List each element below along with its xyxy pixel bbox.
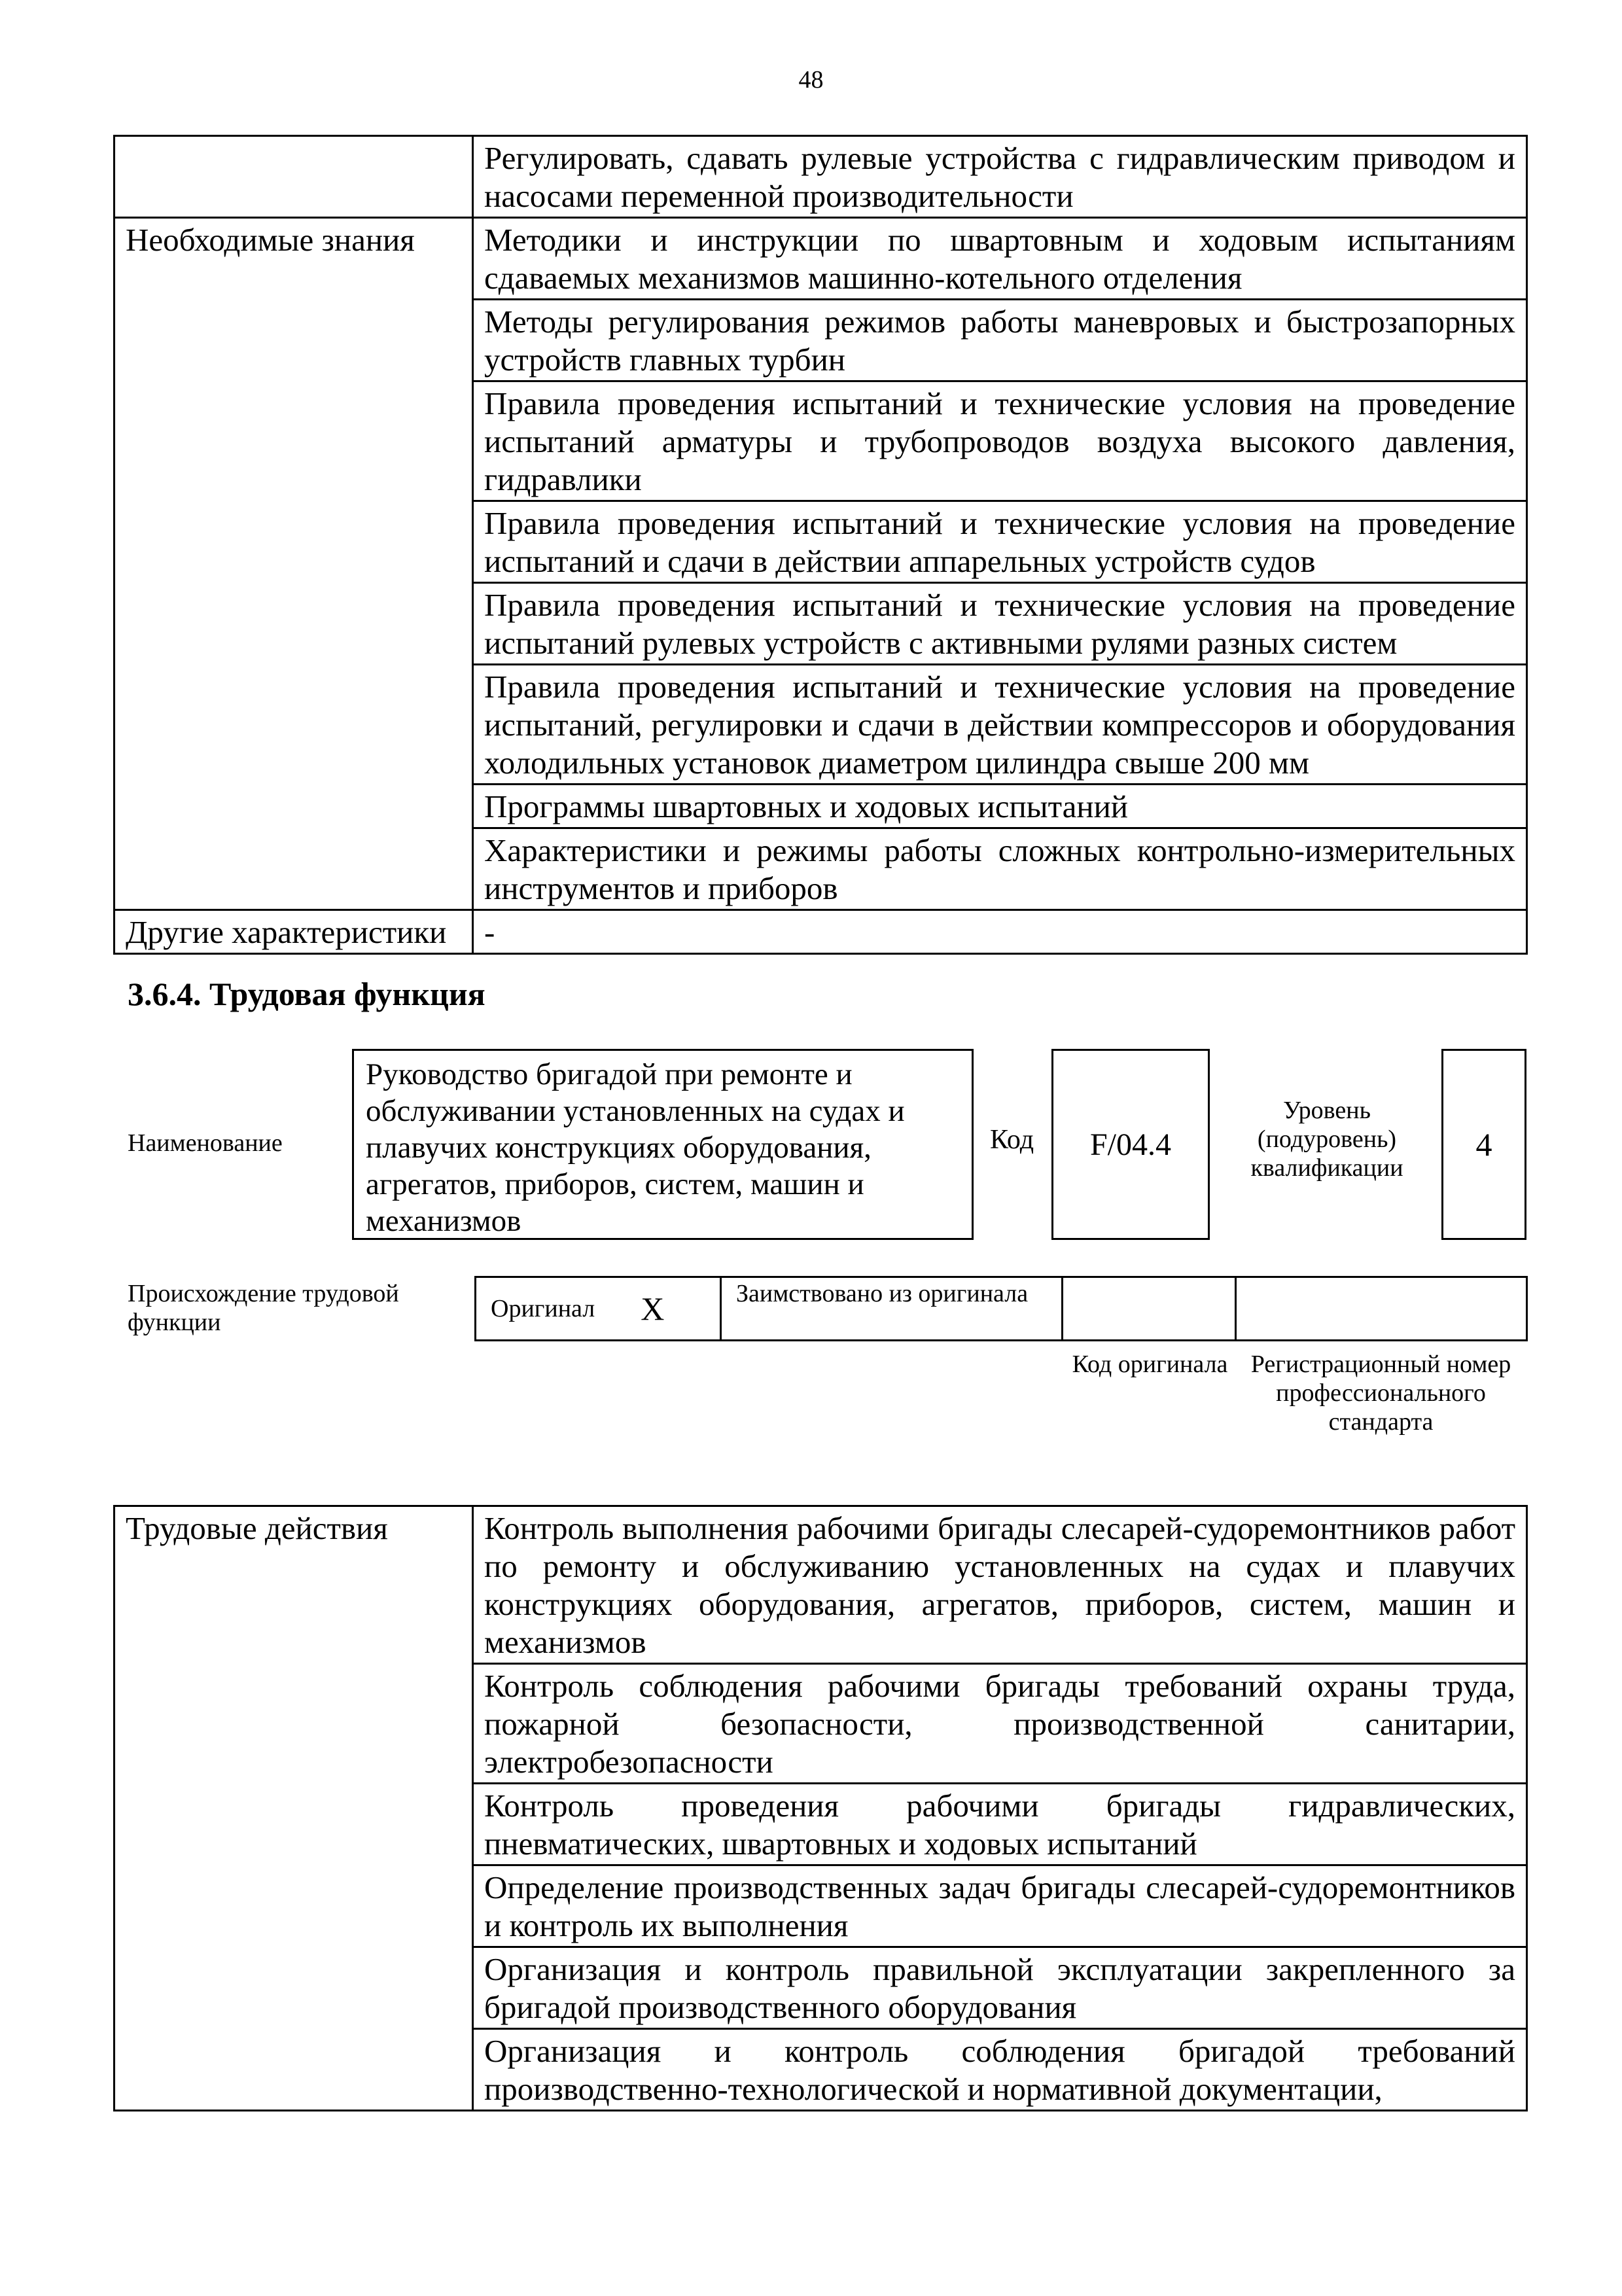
table-row [115, 136, 1527, 218]
code-label: Код [990, 1125, 1034, 1155]
table-cell: Правила проведения испытаний и технические условия на проведение испытаний и сдачи в действии аппарельных устройств судов [473, 501, 1527, 583]
actions-table [113, 1505, 1528, 2111]
table-row [115, 218, 1527, 300]
table-cell: Организация и контроль соблюдения бригадой требований производственно-технологической и нормативной документации, [473, 2029, 1527, 2111]
knowledge-label: Необходимые знания [115, 218, 473, 910]
code-value: F/04.4 [1051, 1049, 1210, 1240]
table-cell: Правила проведения испытаний и технические условия на проведение испытаний арматуры и трубопроводов воздуха высокого давления, гидравлики [473, 381, 1527, 501]
original-mark: X [641, 1290, 665, 1327]
table-cell: Методы регулирования режимов работы маневровых и быстрозапорных устройств главных турбин [473, 300, 1527, 381]
original-cell [476, 1278, 722, 1339]
table-row [115, 910, 1527, 954]
other-value: - [473, 910, 1527, 954]
actions-label: Трудовые действия [115, 1506, 473, 2111]
table-cell: Методики и инструкции по швартовным и ходовым испытаниям сдаваемых механизмов машинно-котельного отделения [473, 218, 1527, 300]
knowledge-table [113, 135, 1528, 955]
origin-box [474, 1276, 1528, 1341]
code-original-cell [1063, 1278, 1237, 1339]
other-label: Другие характеристики [115, 910, 473, 954]
table-row [115, 1506, 1527, 1664]
origin-label: Происхождение трудовой функции [128, 1280, 399, 1336]
table-cell: Организация и контроль правильной эксплуатации закрепленного за бригадой производственного оборудования [473, 1947, 1527, 2029]
table-cell: Правила проведения испытаний и технические условия на проведение испытаний, регулировки и сдачи в действии компрессоров и оборудования холодильных установок диаметром цилиндра свыше 200 мм [473, 665, 1527, 785]
empty-label-cell [115, 136, 473, 218]
table-cell: Программы швартовных и ходовых испытаний [473, 785, 1527, 828]
code-original-caption: Код оригинала [1072, 1351, 1228, 1378]
name-value: Руководство бригадой при ремонте и обслуживании установленных на судах и плавучих конструкциях оборудования, агрегатов, приборов, систем, машин и механизмов [352, 1049, 974, 1240]
level-value: 4 [1441, 1049, 1526, 1240]
table-cell: Контроль соблюдения рабочими бригады требований охраны труда, пожарной безопасности, производственной санитарии, электробезопасности [473, 1664, 1527, 1784]
table-cell: Характеристики и режимы работы сложных контрольно-измерительных инструментов и приборов [473, 828, 1527, 910]
table-cell: Регулировать, сдавать рулевые устройства с гидравлическим приводом и насосами переменной производительности [473, 136, 1527, 218]
borrowed-label: Заимствовано из оригинала [722, 1278, 1063, 1339]
section-heading: 3.6.4. Трудовая функция [128, 976, 485, 1012]
original-label: Оригинал [491, 1295, 595, 1322]
name-label: Наименование [128, 1129, 283, 1157]
table-cell: Контроль проведения рабочими бригады гидравлических, пневматических, швартовных и ходовых испытаний [473, 1784, 1527, 1865]
table-cell: Определение производственных задач бригады слесарей-судоремонтников и контроль их выполнения [473, 1865, 1527, 1947]
level-label: Уровень (подуровень) квалификации [1250, 1097, 1403, 1182]
reg-number-caption: Регистрационный номер профессионального стандарта [1250, 1351, 1511, 1436]
table-cell: Правила проведения испытаний и технические условия на проведение испытаний рулевых устройств с активными рулями разных систем [473, 583, 1527, 665]
table-cell: Контроль выполнения рабочими бригады слесарей-судоремонтников работ по ремонту и обслуживанию установленных на судах и плавучих конструкциях оборудования, агрегатов, приборов, систем, машин и механизмов [473, 1506, 1527, 1664]
reg-number-cell [1237, 1278, 1526, 1339]
page-number: 48 [798, 66, 824, 94]
